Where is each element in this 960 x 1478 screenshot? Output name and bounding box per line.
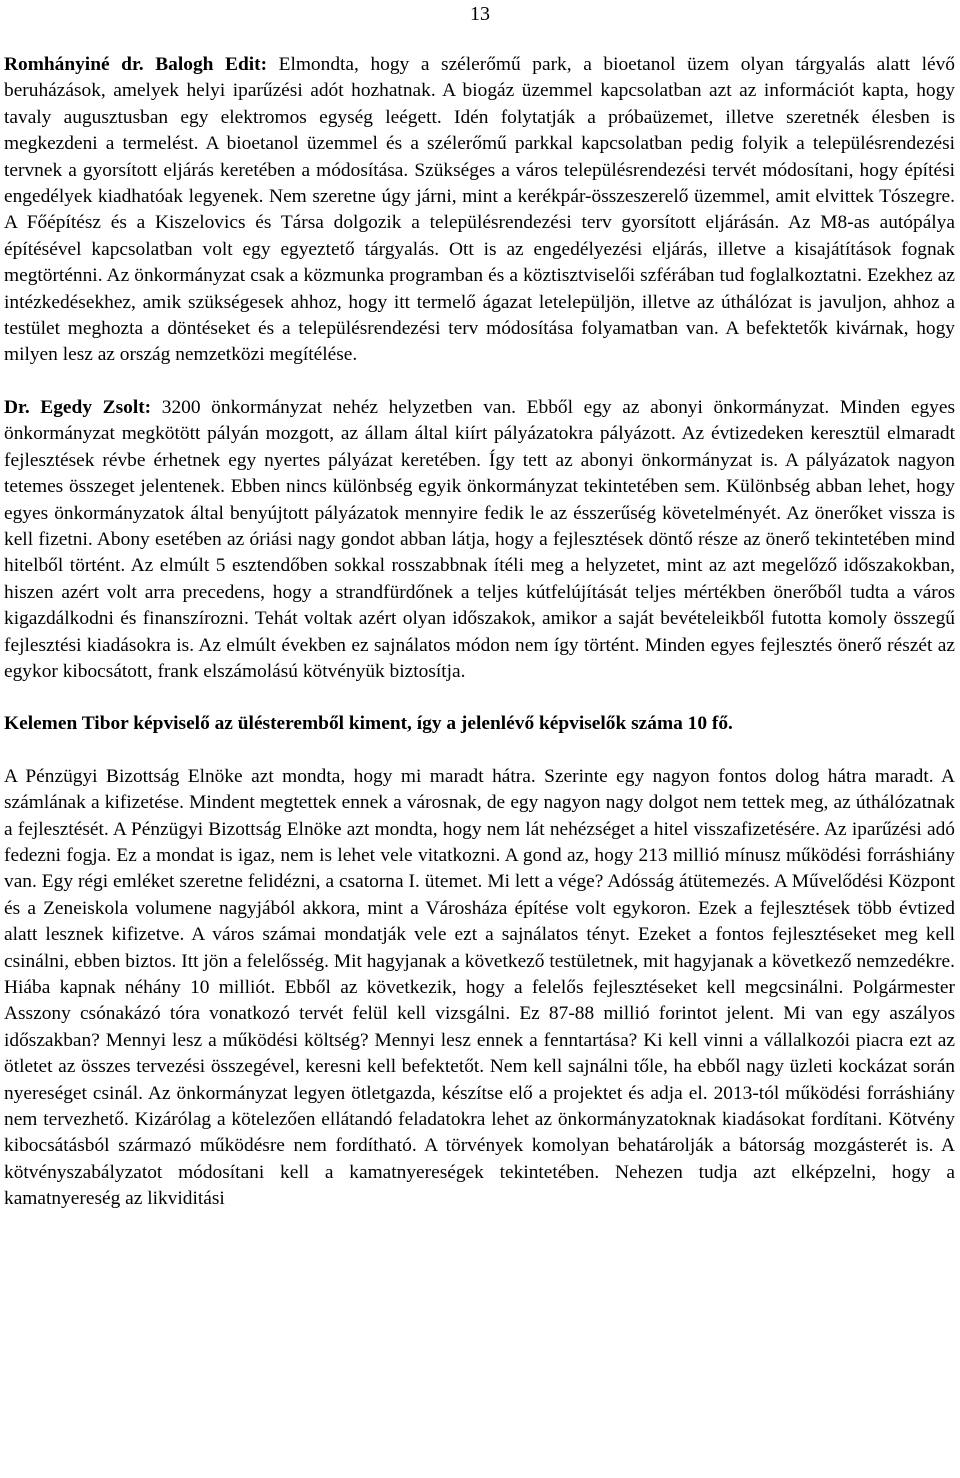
- speaker-name: Dr. Egedy Zsolt:: [4, 396, 152, 418]
- paragraph-text: Elmondta, hogy a szélerőmű park, a bioetanol üzem olyan tárgyalás alatt lévő beruházások, amelyek helyi iparűzési adót hozhatnak. A biogáz üzemmel kapcsolatban azt az információt kapta, hogy tavaly augusztusban egy elektromos egység leégett. Idén folytatják a próbaüzemet, illetve szeretnék élesben is megkezdeni a termelést. A bioetanol üzemmel és a szélerőmű parkkal kapcsolatban pedig folyik a településrendezési tervnek a gyorsított eljárás keretében a módosítása. Szükséges a város településrendezési tervét módosítani, hogy építési engedélyek kiadhatóak legyenek. Nem szeretne úgy járni, mint a kerékpár-összeszerelő üzemmel, amit elvittek Tószegre. A Főépítész és a Kiszelovics és Társa dolgozik a településrendezési terv gyorsított eljárásán. Az M8-as autópálya építésével kapcsolatban volt egy egyeztető tárgyalás. Ott is az engedélyezési eljárás, illetve a kisajátítások fognak megtörténni. Az önkormányzat csak a közmunka programban és a köztisztviselői szférában tud foglalkoztatni. Ezekhez az intézkedésekhez, amik szükségesek ahhoz, hogy itt termelő ágazat letelepüljön, illetve az úthálózat is javuljon, ahhoz a testület meghozta a döntéseket és a településrendezési terv módosítása folyamatban van. A befektetők kivárnak, hogy milyen lesz az ország nemzetközi megítélése.: [4, 54, 955, 366]
- page-number: 13: [470, 3, 490, 25]
- paragraph-egedy: [4, 395, 955, 685]
- page-content: [4, 52, 955, 1213]
- paragraph-spacer: [4, 369, 955, 395]
- paragraph-text: 3200 önkormányzat nehéz helyzetben van. Ebből egy az abonyi önkormányzat. Minden egyes önkormányzat megkötött pályán mozgott, az állam által kiírt pályázatokra pályázott. Az évtizedeken keresztül elmaradt fejlesztések révbe érhetnek egy nyertes pályázat keretében. Így tett az abonyi önkormányzat is. A pályázatok nagyon tetemes összeget jelentenek. Ebben nincs különbség egyik önkormányzat tekintetében sem. Különbség abban lehet, hogy egyes önkormányzatok által benyújtott pályázatok mennyire fedik le az ésszerűség követelményét. Az önerőket vissza is kell fizetni. Abony esetében az óriási nagy gondot abban látja, hogy a fejlesztések döntő része az önerő tekintetében mind hitelből történt. Az elmúlt 5 esztendőben sokkal rosszabbnak ítéli meg a helyzetet, mint az azt megelőző időszakokban, hiszen azért volt arra precedens, hogy a strandfürdőnek a teljes kútfelújítását teljes mértékben önerőből tudta a város kigazdálkodni és finanszírozni. Tehát voltak azért olyan időszakok, amikor a saját bevételeikből futotta komoly összegű fejlesztési kiadásokra is. Az elmúlt években ez sajnálatos módon nem így történt. Minden egyes fejlesztés önerő részét az egykor kibocsátott, frank elszámolású kötvényük biztosítja.: [4, 396, 955, 682]
- paragraph-text: A Pénzügyi Bizottság Elnöke azt mondta, hogy mi maradt hátra. Szerinte egy nagyon fontos dolog hátra maradt. A számlának a kifizetése. Mindent megtettek ennek a városnak, de egy nagyon nagy dolgot nem tettek meg, az úthálózatnak a fejlesztését. A Pénzügyi Bizottság Elnöke azt mondta, hogy nem lát nehézséget a hitel visszafizetésére. Az iparűzési adó fedezni fogja. Ez a mondat is igaz, nem is lehet vele vitatkozni. A gond az, hogy 213 millió mínusz működési forráshiány van. Egy régi emléket szeretne felidézni, a csatorna I. ütemet. Mi lett a vége? Adósság átütemezés. A Művelődési Központ és a Zeneiskola volumene nagyjából akkora, mint a Városháza építése volt egykoron. Ezek a fejlesztések több évtized alatt lesznek kifizetve. A város számai mondatják vele ezt a sajnálatos tényt. Ezeket a fontos fejlesztéseket meg kell csinálni, ebben biztos. Itt jön a felelősség. Mit hagyjanak a következő testületnek, mit hagyjanak a következő nemzedékre. Hiába kapnak néhány 10 milliót. Ebből az következik, hogy a felelős fejlesztéseket kell megcsinálni. Polgármester Asszony csónakázó tóra vonatkozó tervét felül kell vizsgálni. Ez 87-88 millió forintot jelent. Mi van egy aszályos időszakban? Mennyi lesz a működési költség? Mennyi lesz ennek a fenntartása? Ki kell vinni a vállalkozói piacra ezt az ötletet az összes tervezési összegével, keresni kell befektetőt. Nem kell sajnálni tőle, ha ebből nagy üzleti kockázat során nyereséget csinál. Az önkormányzat legyen ötletgazda, készítse elő a projektet és adja el. 2013-tól működési forráshiány nem tervezhető. Kizárólag a kötelezően ellátandó feladatokra lehet az önkormányzatoknak kiadásokat fordítani. Kötvény kibocsátásból származó működésre nem fordítható. A törvények komolyan behatárolják a bátorság mozgásterét is. A kötvényszabályzatot módosítani kell a kamatnyereségek tekintetében. Nehezen tudja azt elképzelni, hogy a kamatnyereség az likviditási: [4, 765, 955, 1210]
- attendance-note: Kelemen Tibor képviselő az ülésteremből kiment, így a jelenlévő képviselők száma 10 fő.: [4, 713, 733, 735]
- paragraph-spacer: [4, 738, 955, 764]
- paragraph-spacer: [4, 685, 955, 711]
- paragraph-penzugyi-bizottsag: [4, 764, 955, 1213]
- speaker-name: Romhányiné dr. Balogh Edit:: [4, 54, 268, 75]
- paragraph-romhanyine: [4, 52, 955, 369]
